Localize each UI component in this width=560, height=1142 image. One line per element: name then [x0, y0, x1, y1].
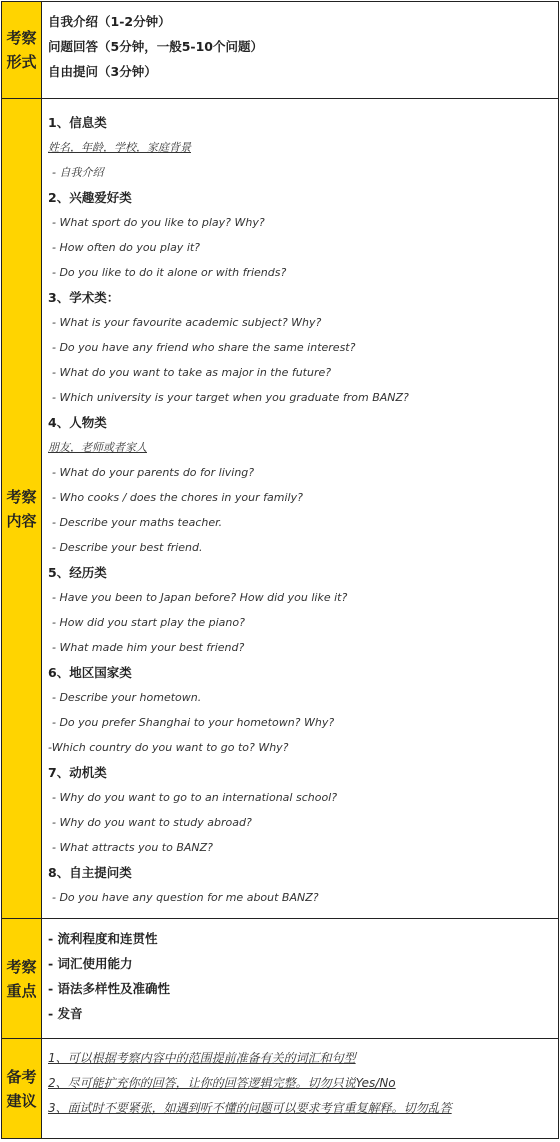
advice-line: 1、可以根据考察内容中的范围提前准备有关的词汇和句型: [48, 1051, 356, 1065]
question-line: - Why do you want to go to an international school?: [52, 791, 338, 804]
category-heading: 6、地区国家类: [48, 665, 132, 680]
focus-content: [42, 919, 559, 1039]
question-line: - What do your parents do for living?: [52, 466, 255, 479]
format-content: [42, 2, 559, 99]
category-note: 朋友，老师或者家人: [48, 441, 147, 454]
label-format-line1: 考察: [6, 29, 37, 47]
question-line: - What attracts you to BANZ?: [52, 841, 214, 854]
category-heading: 4、人物类: [48, 415, 107, 430]
row-focus: [2, 919, 559, 1039]
question-line: - Have you been to Japan before? How did you like it?: [52, 591, 348, 604]
category-heading: 2、兴趣爱好类: [48, 190, 132, 205]
question-line: - Do you prefer Shanghai to your hometown? Why?: [52, 716, 335, 729]
label-advice-line1: 备考: [6, 1067, 37, 1086]
category-heading: 7、动机类: [48, 765, 107, 780]
label-content-line2: 内容: [6, 511, 37, 530]
content-list: [42, 99, 559, 919]
advice-content: [42, 1039, 559, 1139]
category-heading: 5、经历类: [48, 565, 107, 580]
label-content: [2, 99, 42, 919]
label-content-line1: 考察: [6, 487, 37, 506]
advice-line: 2、尽可能扩充你的回答，让你的回答逻辑完整。切勿只说Yes/No: [48, 1076, 396, 1090]
question-line: - Describe your maths teacher.: [52, 516, 223, 529]
format-line: 自由提问（3分钟）: [48, 64, 157, 79]
question-line: - What do you want to take as major in the future?: [52, 366, 332, 379]
focus-line: - 词汇使用能力: [48, 956, 133, 971]
focus-line: - 发音: [48, 1006, 83, 1021]
question-line: - What made him your best friend?: [52, 641, 245, 654]
question-line: - 自我介绍: [52, 166, 104, 179]
category-heading: 8、自主提问类: [48, 865, 132, 880]
question-line: - Who cooks / does the chores in your family?: [52, 491, 303, 504]
question-line: - Why do you want to study abroad?: [52, 816, 252, 829]
question-line: - Do you have any friend who share the same interest?: [52, 341, 356, 354]
category-heading: 3、学术类：: [48, 290, 120, 305]
label-focus-line1: 考察: [6, 957, 37, 976]
category-note: 姓名，年龄，学校，家庭背景: [48, 141, 191, 154]
info-table: [1, 1, 559, 1139]
question-line: - Do you have any question for me about BANZ?: [52, 891, 319, 904]
format-line: 自我介绍（1-2分钟）: [48, 14, 171, 29]
row-advice: [2, 1039, 559, 1139]
content-lines: [48, 110, 554, 910]
question-line: - Describe your hometown.: [52, 691, 202, 704]
question-line: -Which country do you want to go to? Why?: [48, 741, 289, 754]
category-heading: 1、信息类: [48, 115, 107, 130]
question-line: - Which university is your target when you graduate from BANZ?: [52, 391, 409, 404]
row-format: [2, 2, 559, 99]
question-line: - How did you start play the piano?: [52, 616, 245, 629]
label-format-line2: 形式: [6, 53, 37, 71]
question-line: - What is your favourite academic subject? Why?: [52, 316, 322, 329]
question-line: - How often do you play it?: [52, 241, 201, 254]
question-line: - Do you like to do it alone or with friends?: [52, 266, 287, 279]
question-line: - Describe your best friend.: [52, 541, 203, 554]
focus-line: - 语法多样性及准确性: [48, 981, 171, 996]
format-line: 问题回答（5分钟，一般5-10个问题）: [48, 39, 263, 54]
label-advice-line2: 建议: [6, 1091, 37, 1110]
label-advice: [2, 1039, 42, 1139]
row-content: [2, 99, 559, 919]
label-focus-line2: 重点: [6, 981, 37, 1000]
focus-line: - 流利程度和连贯性: [48, 931, 158, 946]
advice-line: 3、面试时不要紧张，如遇到听不懂的问题可以要求考官重复解释。切勿乱答: [48, 1101, 452, 1115]
label-format: [2, 2, 42, 99]
question-line: - What sport do you like to play? Why?: [52, 216, 265, 229]
label-focus: [2, 919, 42, 1039]
